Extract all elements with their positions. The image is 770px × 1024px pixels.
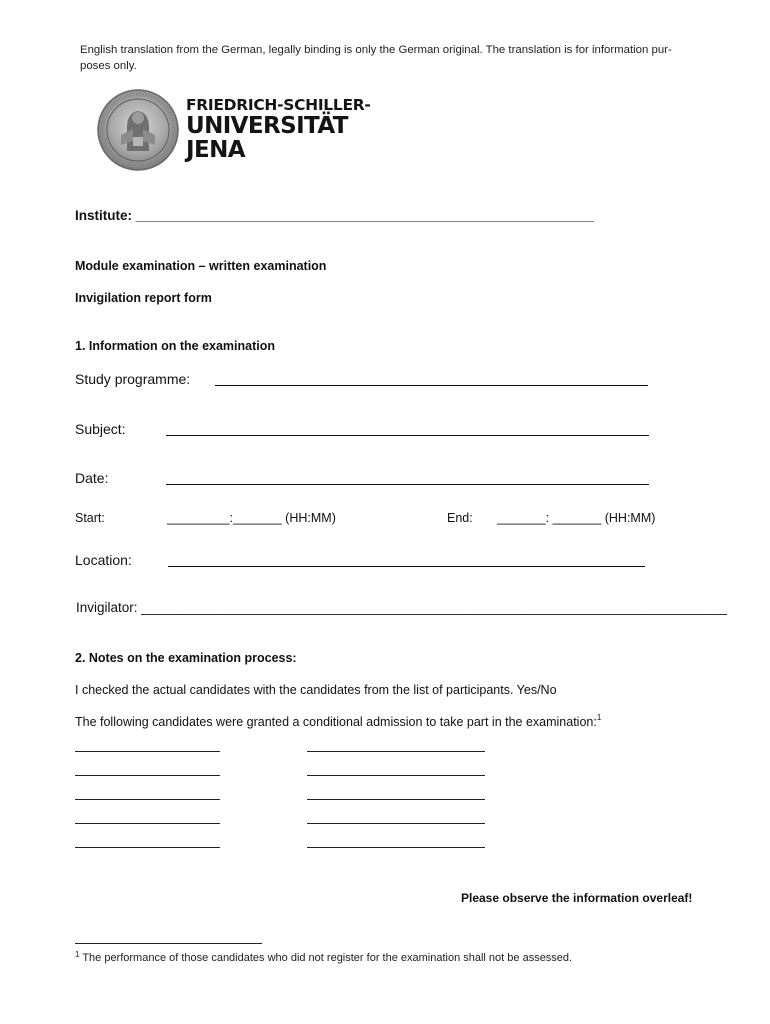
logo-line-1: FRIEDRICH-SCHILLER- (186, 96, 371, 114)
footnote-reference: 1 (596, 713, 602, 722)
candidate-blank-right-2[interactable] (307, 775, 485, 776)
invigilation-report-title: Invigilation report form (75, 291, 212, 305)
start-time-blank[interactable]: _________:_______ (HH:MM) (167, 511, 336, 525)
logo-line-3: JENA (186, 137, 245, 163)
start-label: Start: (75, 511, 105, 525)
logo-line-2: UNIVERSITÄT (186, 113, 348, 139)
university-wordmark (186, 96, 371, 162)
institute-field[interactable]: Institute: _____________________________________________________________ (75, 208, 594, 223)
candidate-blank-left-2[interactable] (75, 775, 220, 776)
checked-candidates-text: I checked the actual candidates with the candidates from the list of participants. Yes/No (75, 683, 557, 697)
date-label: Date: (75, 470, 109, 486)
university-seal-icon (97, 89, 179, 171)
end-time-blank[interactable]: _______: _______ (HH:MM) (497, 511, 656, 525)
candidate-blank-right-5[interactable] (307, 847, 485, 848)
end-label: End: (447, 511, 473, 525)
overleaf-notice: Please observe the information overleaf! (461, 891, 693, 905)
subject-blank[interactable] (166, 435, 649, 436)
module-examination-title: Module examination – written examination (75, 259, 327, 273)
footnote-separator (75, 943, 262, 944)
candidate-blank-left-1[interactable] (75, 751, 220, 752)
footnote-text: The performance of those candidates who did not register for the examination shall not be assessed. (82, 952, 573, 964)
translation-disclaimer: English translation from the German, legally binding is only the German original. The translation is for information pur-poses only. (80, 44, 672, 72)
invigilator-field[interactable]: Invigilator: ______________________________________________________________________________ (76, 600, 727, 615)
candidate-blank-right-4[interactable] (307, 823, 485, 824)
candidate-blank-right-1[interactable] (307, 751, 485, 752)
conditional-admission-text (75, 715, 601, 729)
study-programme-label: Study programme: (75, 371, 191, 387)
footnote (75, 952, 572, 964)
subject-label: Subject: (75, 421, 126, 437)
footnote-marker: 1 (75, 950, 80, 959)
candidate-blank-right-3[interactable] (307, 799, 485, 800)
location-blank[interactable] (168, 566, 645, 567)
study-programme-blank[interactable] (215, 385, 648, 386)
location-label: Location: (75, 552, 132, 568)
conditional-admission-sentence: The following candidates were granted a conditional admission to take part in the examination: (75, 715, 597, 729)
university-logo (97, 89, 371, 171)
date-blank[interactable] (166, 484, 649, 485)
candidate-blank-left-4[interactable] (75, 823, 220, 824)
candidate-blank-left-3[interactable] (75, 799, 220, 800)
section-2-heading: 2. Notes on the examination process: (75, 651, 297, 665)
candidate-blank-left-5[interactable] (75, 847, 220, 848)
section-1-heading: 1. Information on the examination (75, 339, 276, 353)
